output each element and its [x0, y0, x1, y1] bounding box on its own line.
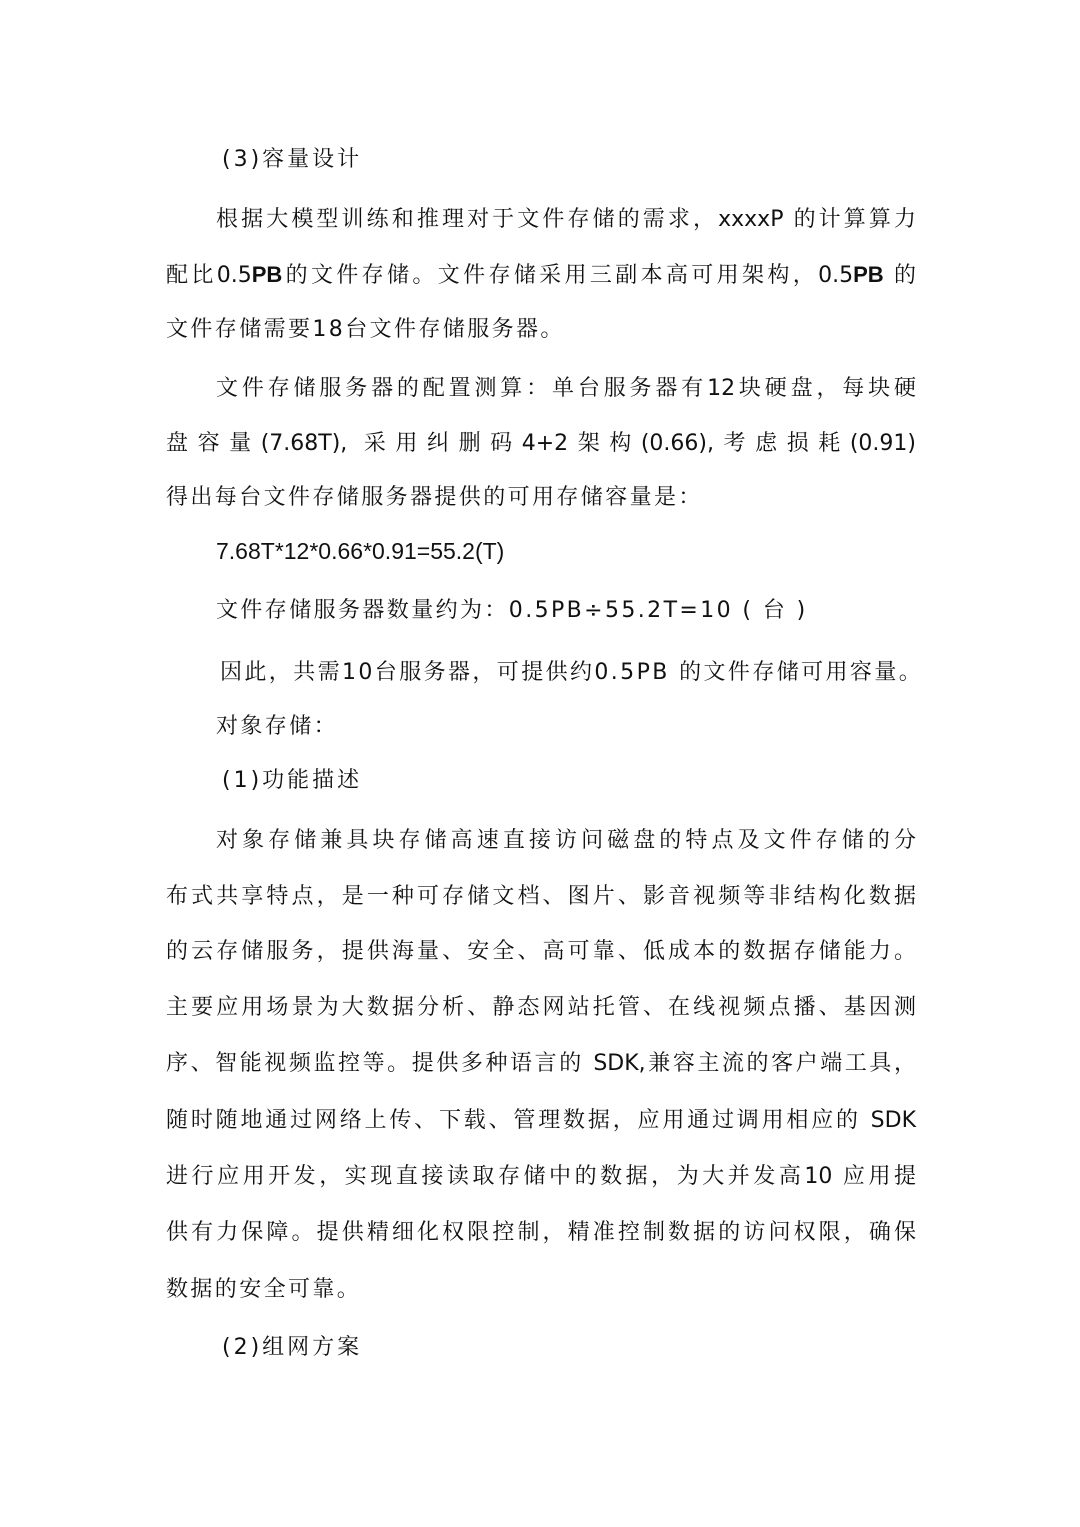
- paragraph-line: 文件存储需要18台文件存储服务器。: [166, 317, 565, 342]
- bold-unit: PB: [251, 262, 283, 287]
- paragraph-line: 布式共享特点，是一种可存储文档、图片、影音视频等非结构化数据: [166, 884, 916, 909]
- server-count-line: 文件存储服务器数量约为：0.5PB÷55.2T=10 ( 台 ): [216, 598, 808, 623]
- bold-unit: PB: [853, 262, 884, 287]
- paragraph-line: [166, 260, 916, 291]
- paragraph-line: 随时随地通过网络上传、下载、管理数据，应用通过调用相应的 SDK: [166, 1108, 916, 1133]
- paragraph-line: 进行应用开发，实现直接读取存储中的数据，为大并发高10 应用提: [166, 1164, 916, 1189]
- subsection-heading-function: (1)功能描述: [222, 768, 363, 793]
- paragraph-line: 序、智能视频监控等。提供多种语言的 SDK,兼容主流的客户端工具，: [166, 1051, 916, 1076]
- paragraph-line: 得出每台文件存储服务器提供的可用存储容量是：: [166, 485, 703, 510]
- paragraph-line: 根据大模型训练和推理对于文件存储的需求，xxxxP 的计算算力: [216, 207, 916, 232]
- paragraph-line: 文件存储服务器的配置测算：单台服务器有12块硬盘，每块硬: [216, 376, 916, 401]
- capacity-formula: 7.68T*12*0.66*0.91=55.2(T): [216, 538, 505, 564]
- paragraph-line: 主要应用场景为大数据分析、静态网站托管、在线视频点播、基因测: [166, 995, 916, 1020]
- section-heading-capacity: (3)容量设计: [222, 147, 363, 172]
- paragraph-line: 对象存储兼具块存储高速直接访问磁盘的特点及文件存储的分: [216, 828, 916, 853]
- text-run: 的文件存储。文件存储采用三副本高可用架构，0.5: [282, 263, 854, 288]
- text-run: 的: [883, 263, 916, 288]
- section-title-object-storage: 对象存储：: [216, 714, 339, 739]
- conclusion-line: 因此，共需10台服务器，可提供约0.5PB 的文件存储可用容量。: [220, 660, 924, 685]
- subsection-heading-network: (2)组网方案: [222, 1335, 363, 1360]
- paragraph-line: 盘容量(7.68T), 采用纠删码4+2架构(0.66),考虑损耗(0.91): [166, 431, 916, 456]
- paragraph-line: 的云存储服务，提供海量、安全、高可靠、低成本的数据存储能力。: [166, 939, 916, 964]
- text-run: 配比0.5: [166, 263, 252, 288]
- paragraph-line: 供有力保障。提供精细化权限控制，精准控制数据的访问权限，确保: [166, 1220, 916, 1245]
- paragraph-line: 数据的安全可靠。: [166, 1277, 362, 1302]
